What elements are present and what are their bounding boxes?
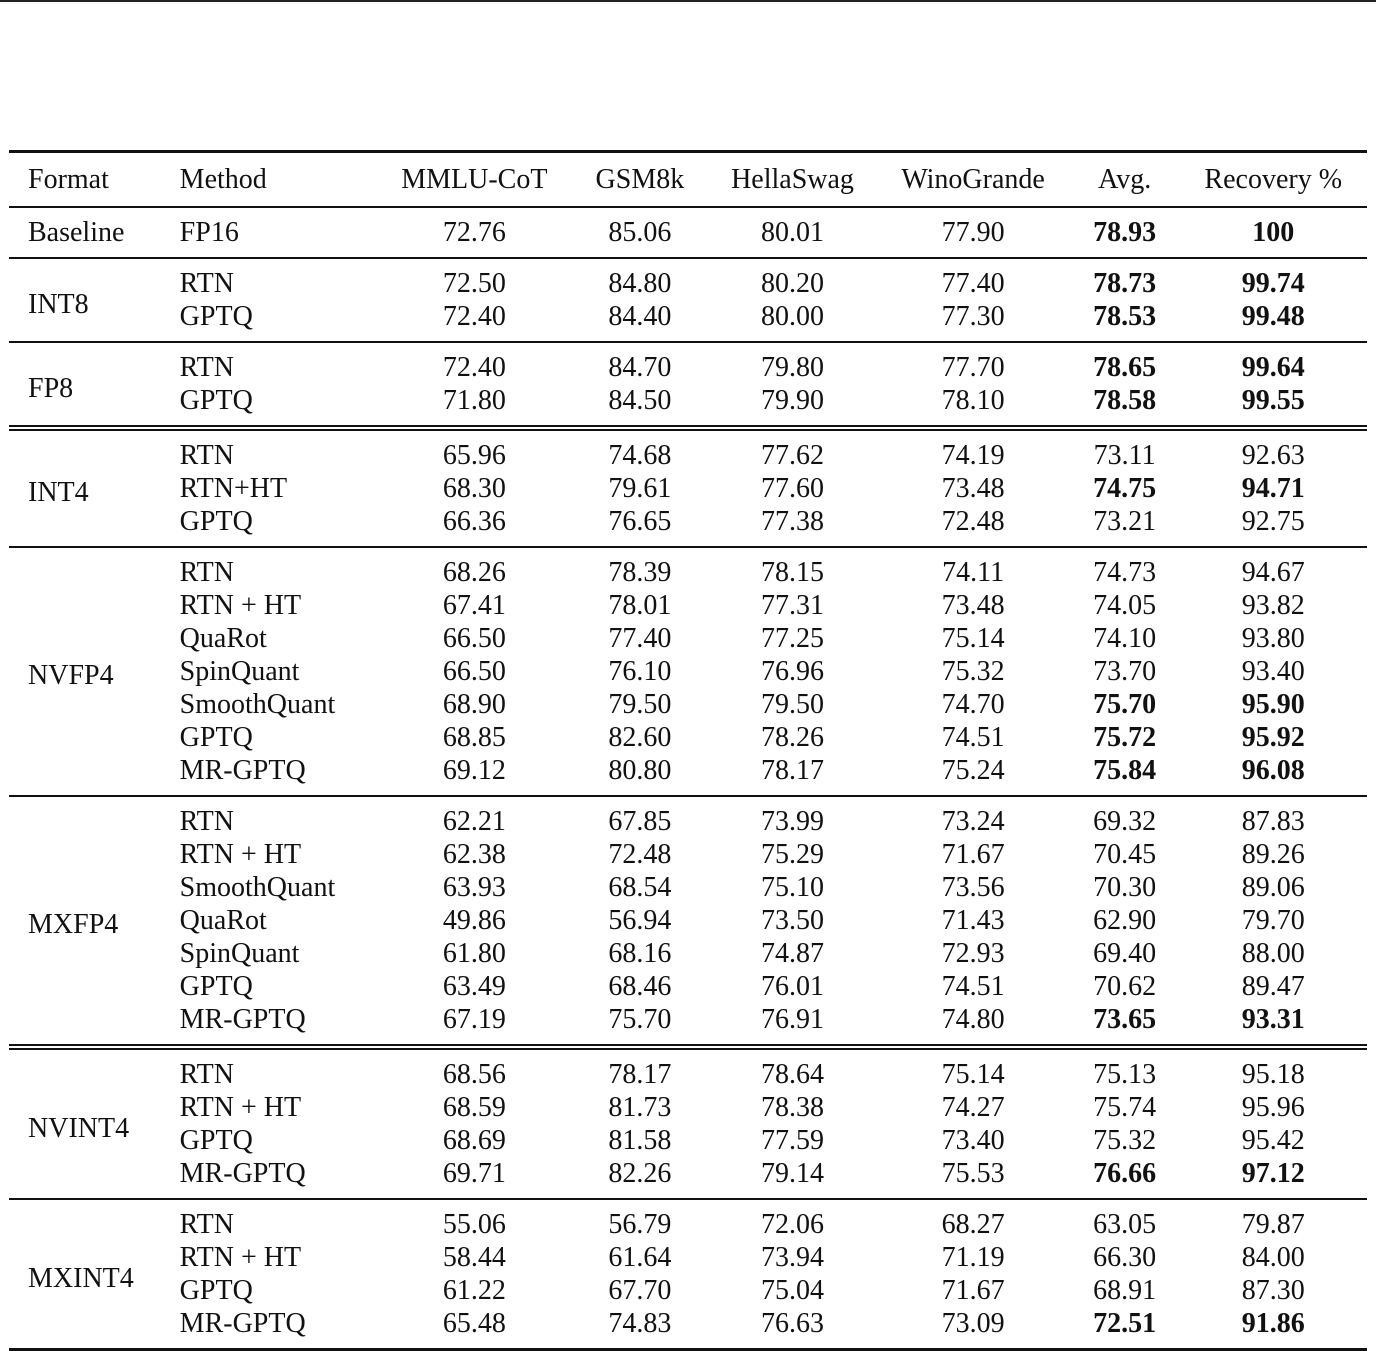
method-cell: SmoothQuant: [179, 872, 336, 903]
recovery-cell: 93.82: [1241, 590, 1305, 621]
recovery-cell: 87.30: [1241, 1275, 1305, 1306]
avg-cell: 75.32: [1093, 1125, 1157, 1156]
method-cell: MR-GPTQ: [179, 755, 306, 786]
avg-cell: 72.51: [1093, 1308, 1157, 1339]
gsm8k-cell: 74.83: [608, 1308, 672, 1339]
format-cell: NVINT4: [28, 1112, 130, 1144]
hellaswag-cell: 79.80: [761, 352, 824, 383]
recovery-cell: 95.42: [1241, 1125, 1305, 1156]
hellaswag-cell: 80.20: [761, 268, 824, 299]
mmlu-cot-cell: 58.44: [442, 1242, 506, 1273]
table-row: [9, 258, 1367, 300]
method-cell: RTN+HT: [179, 473, 288, 504]
hellaswag-cell: 80.01: [761, 217, 824, 248]
recovery-cell: 79.70: [1241, 905, 1305, 936]
avg-cell: 69.32: [1093, 806, 1157, 837]
mmlu-cot-cell: 72.50: [442, 268, 506, 299]
method-cell: QuaRot: [179, 905, 267, 936]
avg-cell: 70.45: [1093, 839, 1157, 870]
gsm8k-cell: 82.26: [608, 1158, 672, 1189]
winogrande-cell: 71.43: [941, 905, 1005, 936]
winogrande-cell: 74.80: [941, 1004, 1005, 1035]
header-gsm8k: GSM8k: [595, 164, 685, 195]
gsm8k-cell: 78.17: [608, 1059, 672, 1090]
mmlu-cot-cell: 71.80: [442, 385, 506, 416]
recovery-cell: 99.48: [1241, 301, 1305, 332]
gsm8k-cell: 67.70: [608, 1275, 672, 1306]
method-cell: RTN: [179, 440, 234, 471]
recovery-cell: 93.80: [1241, 623, 1305, 654]
hellaswag-cell: 77.25: [761, 623, 824, 654]
recovery-cell: 97.12: [1241, 1158, 1305, 1189]
hellaswag-cell: 79.50: [761, 689, 824, 720]
recovery-cell: 96.08: [1241, 755, 1305, 786]
hellaswag-cell: 75.04: [761, 1275, 824, 1306]
winogrande-cell: 75.14: [941, 623, 1005, 654]
format-cell: INT8: [28, 288, 89, 320]
method-cell: FP16: [179, 217, 239, 248]
avg-cell: 74.10: [1093, 623, 1157, 654]
table-row: [9, 1003, 1367, 1047]
recovery-cell: 84.00: [1241, 1242, 1305, 1273]
table-row: [9, 207, 1367, 258]
method-cell: SpinQuant: [179, 656, 300, 687]
table-row: [9, 904, 1367, 937]
mmlu-cot-cell: 66.36: [442, 506, 506, 537]
table-row: [9, 342, 1367, 384]
format-cell: MXFP4: [28, 909, 119, 940]
avg-cell: 73.70: [1093, 656, 1157, 687]
gsm8k-cell: 68.54: [608, 872, 672, 903]
hellaswag-cell: 80.00: [761, 301, 824, 332]
hellaswag-cell: 77.38: [761, 506, 824, 537]
table-row: [9, 547, 1367, 589]
winogrande-cell: 73.09: [941, 1308, 1005, 1339]
recovery-cell: 88.00: [1241, 938, 1305, 969]
hellaswag-cell: 73.99: [761, 806, 824, 837]
hellaswag-cell: 76.96: [761, 656, 824, 687]
hellaswag-cell: 76.01: [761, 971, 824, 1002]
hellaswag-cell: 77.62: [761, 440, 824, 471]
avg-cell: 70.30: [1093, 872, 1157, 903]
table-row: [9, 1047, 1367, 1091]
winogrande-cell: 71.67: [941, 1275, 1005, 1306]
hellaswag-cell: 77.59: [761, 1125, 824, 1156]
method-cell: SpinQuant: [179, 938, 300, 969]
results-table-container: [9, 150, 1367, 1351]
gsm8k-cell: 84.80: [608, 268, 672, 299]
method-cell: RTN + HT: [179, 590, 302, 621]
winogrande-cell: 74.19: [941, 440, 1005, 471]
mmlu-cot-cell: 69.12: [442, 755, 506, 786]
mmlu-cot-cell: 68.30: [442, 473, 506, 504]
avg-cell: 75.13: [1093, 1059, 1157, 1090]
winogrande-cell: 74.27: [941, 1092, 1005, 1123]
header-format: Format: [28, 164, 109, 195]
recovery-cell: 89.47: [1241, 971, 1305, 1002]
gsm8k-cell: 68.16: [608, 938, 672, 969]
gsm8k-cell: 72.48: [608, 839, 672, 870]
recovery-cell: 79.87: [1241, 1209, 1305, 1240]
gsm8k-cell: 79.61: [608, 473, 672, 504]
gsm8k-cell: 84.50: [608, 385, 672, 416]
gsm8k-cell: 79.50: [608, 689, 672, 720]
mmlu-cot-cell: 72.40: [442, 301, 506, 332]
gsm8k-cell: 67.85: [608, 806, 672, 837]
gsm8k-cell: 84.40: [608, 301, 672, 332]
mmlu-cot-cell: 72.76: [442, 217, 506, 248]
hellaswag-cell: 78.64: [761, 1059, 824, 1090]
avg-cell: 75.74: [1093, 1092, 1157, 1123]
mmlu-cot-cell: 62.38: [442, 839, 506, 870]
avg-cell: 63.05: [1093, 1209, 1157, 1240]
recovery-cell: 99.64: [1241, 352, 1305, 383]
avg-cell: 73.65: [1093, 1004, 1157, 1035]
winogrande-cell: 77.70: [941, 352, 1005, 383]
method-cell: RTN: [179, 1209, 234, 1240]
recovery-cell: 95.92: [1241, 722, 1305, 753]
avg-cell: 70.62: [1093, 971, 1157, 1002]
mmlu-cot-cell: 72.40: [442, 352, 506, 383]
avg-cell: 74.05: [1093, 590, 1157, 621]
table-row: [9, 655, 1367, 688]
method-cell: GPTQ: [179, 506, 253, 537]
winogrande-cell: 74.11: [942, 557, 1005, 588]
table-row: [9, 1124, 1367, 1157]
avg-cell: 78.93: [1093, 217, 1157, 248]
winogrande-cell: 77.90: [941, 217, 1005, 248]
winogrande-cell: 71.19: [941, 1242, 1005, 1273]
gsm8k-cell: 81.58: [608, 1125, 672, 1156]
table-row: [9, 622, 1367, 655]
hellaswag-cell: 75.29: [761, 839, 824, 870]
hellaswag-cell: 78.38: [761, 1092, 824, 1123]
table-row: [9, 796, 1367, 838]
avg-cell: 78.58: [1093, 385, 1157, 416]
table-row: [9, 1157, 1367, 1199]
table-row: [9, 384, 1367, 428]
hellaswag-cell: 74.87: [761, 938, 824, 969]
mmlu-cot-cell: 63.49: [442, 971, 506, 1002]
mmlu-cot-cell: 61.80: [442, 938, 506, 969]
hellaswag-cell: 78.26: [761, 722, 824, 753]
method-cell: RTN: [179, 557, 234, 588]
mmlu-cot-cell: 62.21: [442, 806, 506, 837]
winogrande-cell: 74.51: [941, 722, 1005, 753]
avg-cell: 73.11: [1093, 440, 1156, 471]
hellaswag-cell: 77.60: [761, 473, 824, 504]
method-cell: RTN + HT: [179, 1242, 302, 1273]
gsm8k-cell: 74.68: [608, 440, 672, 471]
gsm8k-cell: 82.60: [608, 722, 672, 753]
winogrande-cell: 75.32: [941, 656, 1005, 687]
mmlu-cot-cell: 68.26: [442, 557, 506, 588]
winogrande-cell: 74.51: [941, 971, 1005, 1002]
winogrande-cell: 73.40: [941, 1125, 1005, 1156]
recovery-cell: 92.63: [1241, 440, 1305, 471]
table-row: [9, 937, 1367, 970]
table-row: [9, 1307, 1367, 1350]
winogrande-cell: 72.93: [941, 938, 1005, 969]
hellaswag-cell: 73.94: [761, 1242, 824, 1273]
avg-cell: 73.21: [1093, 506, 1157, 537]
table-row: [9, 721, 1367, 754]
mmlu-cot-cell: 65.48: [442, 1308, 506, 1339]
method-cell: GPTQ: [179, 301, 253, 332]
mmlu-cot-cell: 49.86: [442, 905, 506, 936]
recovery-cell: 89.26: [1241, 839, 1305, 870]
mmlu-cot-cell: 68.59: [442, 1092, 506, 1123]
mmlu-cot-cell: 67.19: [442, 1004, 506, 1035]
winogrande-cell: 72.48: [941, 506, 1005, 537]
mmlu-cot-cell: 66.50: [442, 656, 506, 687]
method-cell: RTN: [179, 1059, 234, 1090]
winogrande-cell: 71.67: [941, 839, 1005, 870]
hellaswag-cell: 76.63: [761, 1308, 824, 1339]
recovery-cell: 87.83: [1241, 806, 1305, 837]
avg-cell: 78.53: [1093, 301, 1157, 332]
winogrande-cell: 75.24: [941, 755, 1005, 786]
format-cell: MXINT4: [28, 1262, 134, 1294]
mmlu-cot-cell: 68.56: [442, 1059, 506, 1090]
gsm8k-cell: 78.39: [608, 557, 672, 588]
gsm8k-cell: 85.06: [608, 217, 672, 248]
table-row: [9, 871, 1367, 904]
table-row: [9, 589, 1367, 622]
table-row: [9, 688, 1367, 721]
hellaswag-cell: 73.50: [761, 905, 824, 936]
winogrande-cell: 74.70: [941, 689, 1005, 720]
avg-cell: 78.73: [1093, 268, 1157, 299]
mmlu-cot-cell: 63.93: [442, 872, 506, 903]
gsm8k-cell: 81.73: [608, 1092, 672, 1123]
gsm8k-cell: 84.70: [608, 352, 672, 383]
recovery-cell: 99.55: [1241, 385, 1305, 416]
winogrande-cell: 73.48: [941, 473, 1005, 504]
table-row: [9, 472, 1367, 505]
table-row: [9, 1241, 1367, 1274]
mmlu-cot-cell: 61.22: [442, 1275, 506, 1306]
method-cell: RTN: [179, 352, 234, 383]
hellaswag-cell: 79.90: [761, 385, 824, 416]
recovery-cell: 95.18: [1241, 1059, 1305, 1090]
avg-cell: 62.90: [1093, 905, 1157, 936]
method-cell: RTN + HT: [179, 1092, 302, 1123]
gsm8k-cell: 76.10: [608, 656, 672, 687]
table-body: [9, 207, 1367, 1350]
header-avg: Avg.: [1098, 164, 1152, 195]
page-top-rule: [0, 0, 1376, 2]
avg-cell: 78.65: [1093, 352, 1157, 383]
header-winogrande: WinoGrande: [901, 164, 1045, 195]
mmlu-cot-cell: 68.85: [442, 722, 506, 753]
header-method: Method: [179, 164, 267, 195]
header-recovery: Recovery %: [1204, 164, 1343, 195]
recovery-cell: 94.71: [1241, 473, 1305, 504]
winogrande-cell: 73.48: [941, 590, 1005, 621]
gsm8k-cell: 76.65: [608, 506, 672, 537]
recovery-cell: 95.90: [1241, 689, 1305, 720]
gsm8k-cell: 61.64: [608, 1242, 672, 1273]
winogrande-cell: 73.24: [941, 806, 1005, 837]
table-row: [9, 838, 1367, 871]
hellaswag-cell: 77.31: [761, 590, 824, 621]
quantization-results-table: [9, 150, 1367, 1351]
gsm8k-cell: 75.70: [608, 1004, 672, 1035]
method-cell: GPTQ: [179, 1125, 253, 1156]
avg-cell: 69.40: [1093, 938, 1157, 969]
method-cell: RTN: [179, 806, 234, 837]
recovery-cell: 94.67: [1241, 557, 1305, 588]
mmlu-cot-cell: 68.90: [442, 689, 506, 720]
recovery-cell: 92.75: [1241, 506, 1305, 537]
hellaswag-cell: 75.10: [761, 872, 824, 903]
mmlu-cot-cell: 55.06: [442, 1209, 506, 1240]
hellaswag-cell: 78.15: [761, 557, 824, 588]
recovery-cell: 100: [1252, 217, 1295, 248]
header-hellaswag: HellaSwag: [731, 164, 854, 195]
method-cell: MR-GPTQ: [179, 1004, 306, 1035]
table-row: [9, 970, 1367, 1003]
mmlu-cot-cell: 67.41: [442, 590, 506, 621]
format-cell: NVFP4: [28, 660, 114, 691]
avg-cell: 75.72: [1093, 722, 1157, 753]
recovery-cell: 93.31: [1241, 1004, 1305, 1035]
gsm8k-cell: 56.79: [608, 1209, 672, 1240]
avg-cell: 75.70: [1093, 689, 1157, 720]
winogrande-cell: 75.53: [941, 1158, 1005, 1189]
method-cell: RTN + HT: [179, 839, 302, 870]
hellaswag-cell: 76.91: [761, 1004, 824, 1035]
winogrande-cell: 77.40: [941, 268, 1005, 299]
mmlu-cot-cell: 65.96: [442, 440, 506, 471]
method-cell: GPTQ: [179, 1275, 253, 1306]
recovery-cell: 91.86: [1241, 1308, 1305, 1339]
recovery-cell: 89.06: [1241, 872, 1305, 903]
avg-cell: 74.75: [1093, 473, 1157, 504]
mmlu-cot-cell: 69.71: [442, 1158, 506, 1189]
table-row: [9, 754, 1367, 796]
method-cell: RTN: [179, 268, 234, 299]
table-row: [9, 1274, 1367, 1307]
format-cell: FP8: [28, 372, 74, 404]
avg-cell: 68.91: [1093, 1275, 1157, 1306]
gsm8k-cell: 56.94: [608, 905, 672, 936]
hellaswag-cell: 78.17: [761, 755, 824, 786]
table-row: [9, 505, 1367, 547]
avg-cell: 75.84: [1093, 755, 1157, 786]
winogrande-cell: 68.27: [941, 1209, 1005, 1240]
recovery-cell: 95.96: [1241, 1092, 1305, 1123]
method-cell: GPTQ: [179, 385, 253, 416]
format-cell: Baseline: [28, 217, 125, 248]
method-cell: MR-GPTQ: [179, 1308, 306, 1339]
mmlu-cot-cell: 66.50: [442, 623, 506, 654]
gsm8k-cell: 78.01: [608, 590, 672, 621]
mmlu-cot-cell: 68.69: [442, 1125, 506, 1156]
winogrande-cell: 77.30: [941, 301, 1005, 332]
table-row: [9, 1199, 1367, 1241]
winogrande-cell: 78.10: [941, 385, 1005, 416]
gsm8k-cell: 68.46: [608, 971, 672, 1002]
table-row: [9, 428, 1367, 472]
gsm8k-cell: 80.80: [608, 755, 672, 786]
hellaswag-cell: 72.06: [761, 1209, 824, 1240]
recovery-cell: 99.74: [1241, 268, 1305, 299]
avg-cell: 74.73: [1093, 557, 1157, 588]
avg-cell: 66.30: [1093, 1242, 1157, 1273]
method-cell: GPTQ: [179, 971, 253, 1002]
method-cell: SmoothQuant: [179, 689, 336, 720]
header-mmlu-cot: MMLU-CoT: [401, 164, 548, 195]
recovery-cell: 93.40: [1241, 656, 1305, 687]
table-row: [9, 1091, 1367, 1124]
gsm8k-cell: 77.40: [608, 623, 672, 654]
winogrande-cell: 73.56: [941, 872, 1005, 903]
method-cell: QuaRot: [179, 623, 267, 654]
format-cell: INT4: [28, 477, 89, 508]
avg-cell: 76.66: [1093, 1158, 1157, 1189]
method-cell: GPTQ: [179, 722, 253, 753]
method-cell: MR-GPTQ: [179, 1158, 306, 1189]
hellaswag-cell: 79.14: [761, 1158, 824, 1189]
table-header-row: [9, 152, 1367, 208]
winogrande-cell: 75.14: [941, 1059, 1005, 1090]
table-row: [9, 300, 1367, 342]
